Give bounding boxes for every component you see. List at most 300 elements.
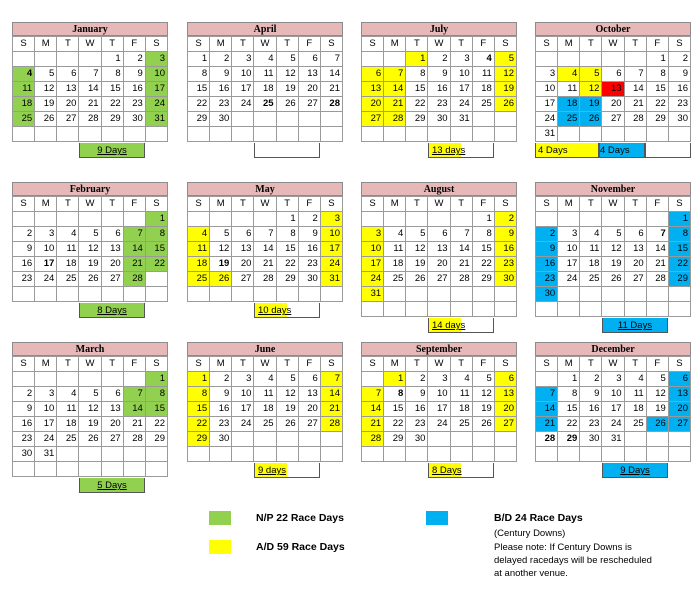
empty-cell — [450, 287, 472, 302]
day-cell: 27 — [362, 112, 384, 127]
weekday-header: M — [35, 197, 57, 212]
empty-cell — [602, 447, 624, 462]
empty-cell — [472, 447, 494, 462]
empty-cell — [406, 127, 428, 142]
day-cell: 26 — [580, 112, 602, 127]
weekday-header: S — [320, 357, 342, 372]
day-cell: 23 — [210, 97, 232, 112]
weekday-header: S — [536, 357, 558, 372]
day-cell: 18 — [472, 82, 494, 97]
empty-cell — [79, 447, 101, 462]
weekday-header: S — [362, 37, 384, 52]
day-cell: 2 — [580, 372, 602, 387]
month-title: March — [12, 342, 168, 356]
weekday-header: F — [298, 357, 320, 372]
empty-cell — [494, 112, 516, 127]
day-cell: 3 — [232, 372, 254, 387]
weekday-header: W — [602, 197, 624, 212]
day-cell: 20 — [602, 97, 624, 112]
day-cell: 8 — [188, 387, 210, 402]
day-cell: 21 — [254, 257, 276, 272]
day-cell: 11 — [384, 242, 406, 257]
day-cell: 30 — [536, 287, 558, 302]
day-cell: 27 — [624, 272, 646, 287]
day-cell: 19 — [210, 257, 232, 272]
day-cell: 24 — [320, 257, 342, 272]
weekday-header: T — [232, 357, 254, 372]
day-cell: 17 — [145, 82, 167, 97]
day-cell: 29 — [472, 272, 494, 287]
day-cell: 28 — [79, 112, 101, 127]
empty-cell — [602, 302, 624, 317]
day-cell: 19 — [472, 402, 494, 417]
day-cell: 28 — [362, 432, 384, 447]
day-cell: 26 — [210, 272, 232, 287]
weekday-header: F — [646, 197, 668, 212]
day-cell: 16 — [13, 417, 35, 432]
empty-cell — [624, 432, 646, 447]
day-cell: 12 — [494, 67, 516, 82]
day-cell: 16 — [406, 402, 428, 417]
empty-cell — [646, 432, 668, 447]
weekday-header: S — [320, 37, 342, 52]
empty-cell — [406, 302, 428, 317]
month-title: August — [361, 182, 517, 196]
day-cell: 18 — [254, 82, 276, 97]
empty-cell — [624, 287, 646, 302]
day-cell: 25 — [254, 97, 276, 112]
day-cell: 19 — [494, 82, 516, 97]
day-cell: 18 — [57, 417, 79, 432]
empty-cell — [580, 302, 602, 317]
weekday-header: S — [536, 37, 558, 52]
empty-cell — [101, 212, 123, 227]
month-title: February — [12, 182, 168, 196]
day-cell: 27 — [602, 112, 624, 127]
empty-cell — [276, 127, 298, 142]
day-cell: 25 — [472, 97, 494, 112]
day-cell: 27 — [668, 417, 690, 432]
day-cell: 20 — [362, 97, 384, 112]
day-cell: 25 — [580, 272, 602, 287]
empty-cell — [362, 447, 384, 462]
day-cell: 30 — [210, 432, 232, 447]
day-cell: 28 — [254, 272, 276, 287]
day-cell: 7 — [384, 67, 406, 82]
day-cell: 16 — [668, 82, 690, 97]
day-cell: 23 — [580, 417, 602, 432]
race-days-summary: 13 days — [428, 143, 494, 158]
day-cell: 20 — [101, 417, 123, 432]
day-cell: 6 — [668, 372, 690, 387]
day-cell: 13 — [101, 402, 123, 417]
day-cell: 8 — [472, 227, 494, 242]
day-cell: 16 — [210, 82, 232, 97]
day-cell: 23 — [13, 432, 35, 447]
empty-cell — [35, 287, 57, 302]
weekday-header: W — [428, 37, 450, 52]
empty-cell — [123, 372, 145, 387]
day-cell: 21 — [123, 257, 145, 272]
weekday-header: T — [406, 197, 428, 212]
empty-cell — [254, 432, 276, 447]
day-cell: 12 — [472, 387, 494, 402]
day-cell: 28 — [123, 432, 145, 447]
day-cell: 15 — [406, 82, 428, 97]
day-cell: 23 — [536, 272, 558, 287]
empty-cell — [232, 432, 254, 447]
weekday-header: M — [384, 357, 406, 372]
empty-cell — [254, 447, 276, 462]
day-cell: 9 — [123, 67, 145, 82]
day-cell: 23 — [123, 97, 145, 112]
empty-cell — [13, 52, 35, 67]
day-cell: 9 — [13, 242, 35, 257]
month-october — [535, 22, 691, 159]
day-cell: 26 — [646, 417, 668, 432]
weekday-header: S — [188, 197, 210, 212]
empty-cell — [558, 302, 580, 317]
empty-cell — [362, 212, 384, 227]
empty-cell — [450, 127, 472, 142]
legend-note-line-2: delayed racedays will be rescheduled — [494, 555, 652, 566]
weekday-header: T — [406, 37, 428, 52]
month-november — [535, 182, 691, 334]
day-cell: 25 — [254, 417, 276, 432]
day-cell: 10 — [320, 227, 342, 242]
empty-cell — [384, 52, 406, 67]
month-january — [12, 22, 168, 159]
empty-cell — [428, 432, 450, 447]
month-grid — [535, 356, 691, 462]
day-cell: 14 — [450, 242, 472, 257]
legend-ad-label: A/D 59 Race Days — [256, 541, 345, 553]
weekday-header: S — [668, 357, 690, 372]
day-cell: 30 — [210, 112, 232, 127]
day-cell: 31 — [362, 287, 384, 302]
weekday-header: S — [536, 197, 558, 212]
day-cell: 10 — [602, 387, 624, 402]
day-cell: 6 — [232, 227, 254, 242]
day-cell: 5 — [210, 227, 232, 242]
day-cell: 31 — [145, 112, 167, 127]
day-cell: 13 — [668, 387, 690, 402]
empty-cell — [558, 287, 580, 302]
day-cell: 17 — [450, 82, 472, 97]
day-cell: 1 — [101, 52, 123, 67]
empty-cell — [210, 287, 232, 302]
day-cell: 14 — [79, 82, 101, 97]
day-cell: 23 — [668, 97, 690, 112]
day-cell: 26 — [494, 97, 516, 112]
day-cell: 15 — [145, 402, 167, 417]
day-cell: 8 — [188, 67, 210, 82]
day-cell: 21 — [79, 97, 101, 112]
day-cell: 5 — [35, 67, 57, 82]
empty-cell — [428, 302, 450, 317]
day-cell: 22 — [276, 257, 298, 272]
day-cell: 11 — [558, 82, 580, 97]
weekday-header: S — [145, 357, 167, 372]
day-cell: 13 — [428, 242, 450, 257]
empty-cell — [646, 302, 668, 317]
day-cell: 14 — [536, 402, 558, 417]
weekday-header: S — [362, 357, 384, 372]
legend-note-line-1: Please note: If Century Downs is — [494, 542, 632, 553]
day-cell: 4 — [254, 52, 276, 67]
day-cell: 1 — [472, 212, 494, 227]
day-cell: 24 — [362, 272, 384, 287]
day-cell: 25 — [188, 272, 210, 287]
day-cell: 23 — [428, 97, 450, 112]
day-cell: 2 — [298, 212, 320, 227]
day-cell: 27 — [232, 272, 254, 287]
day-cell: 24 — [35, 432, 57, 447]
day-cell: 1 — [145, 212, 167, 227]
day-cell: 9 — [668, 67, 690, 82]
weekday-header: F — [123, 357, 145, 372]
empty-cell — [602, 287, 624, 302]
day-cell: 28 — [624, 112, 646, 127]
empty-cell — [298, 447, 320, 462]
race-days-summary: 8 Days — [428, 463, 494, 478]
month-grid — [187, 36, 343, 142]
day-cell: 29 — [188, 432, 210, 447]
empty-cell — [558, 52, 580, 67]
day-cell: 13 — [602, 82, 624, 97]
day-cell: 11 — [57, 402, 79, 417]
day-cell: 9 — [210, 67, 232, 82]
day-cell: 11 — [13, 82, 35, 97]
empty-cell — [145, 127, 167, 142]
empty-cell — [101, 462, 123, 477]
day-cell: 26 — [35, 112, 57, 127]
legend-np-swatch — [209, 511, 231, 525]
day-cell: 29 — [188, 112, 210, 127]
empty-cell — [13, 372, 35, 387]
empty-cell — [79, 127, 101, 142]
day-cell: 21 — [536, 417, 558, 432]
weekday-header: S — [13, 357, 35, 372]
empty-cell — [428, 127, 450, 142]
day-cell: 11 — [254, 387, 276, 402]
empty-cell — [558, 447, 580, 462]
day-cell: 28 — [450, 272, 472, 287]
day-cell: 8 — [101, 67, 123, 82]
day-cell: 18 — [188, 257, 210, 272]
month-grid — [361, 36, 517, 142]
day-cell: 10 — [35, 242, 57, 257]
weekday-header: S — [668, 197, 690, 212]
weekday-header: W — [428, 357, 450, 372]
legend-ad-swatch — [209, 540, 231, 554]
empty-cell — [450, 212, 472, 227]
day-cell: 7 — [123, 387, 145, 402]
race-days-summary: 8 Days — [79, 303, 145, 318]
day-cell: 17 — [232, 82, 254, 97]
day-cell: 8 — [558, 387, 580, 402]
day-cell: 4 — [450, 372, 472, 387]
day-cell: 10 — [558, 242, 580, 257]
day-cell: 30 — [494, 272, 516, 287]
day-cell: 12 — [580, 82, 602, 97]
day-cell: 2 — [668, 52, 690, 67]
day-cell: 31 — [450, 112, 472, 127]
empty-cell — [602, 52, 624, 67]
day-cell: 19 — [580, 97, 602, 112]
empty-cell — [232, 447, 254, 462]
weekday-header: T — [450, 197, 472, 212]
day-cell: 20 — [298, 402, 320, 417]
empty-cell — [580, 447, 602, 462]
weekday-header: T — [580, 37, 602, 52]
weekday-header: T — [450, 357, 472, 372]
day-cell: 21 — [320, 82, 342, 97]
day-cell: 24 — [536, 112, 558, 127]
day-cell: 9 — [298, 227, 320, 242]
empty-cell — [494, 432, 516, 447]
day-cell: 3 — [320, 212, 342, 227]
empty-cell — [384, 287, 406, 302]
month-august — [361, 182, 517, 334]
empty-cell — [646, 127, 668, 142]
weekday-header: M — [558, 37, 580, 52]
month-title: May — [187, 182, 343, 196]
day-cell: 7 — [123, 227, 145, 242]
day-cell: 9 — [406, 387, 428, 402]
day-cell: 28 — [646, 272, 668, 287]
month-title: January — [12, 22, 168, 36]
day-cell: 29 — [101, 112, 123, 127]
day-cell: 5 — [602, 227, 624, 242]
empty-cell — [57, 447, 79, 462]
weekday-header: T — [276, 197, 298, 212]
day-cell: 27 — [298, 97, 320, 112]
day-cell: 19 — [35, 97, 57, 112]
day-cell: 20 — [57, 97, 79, 112]
day-cell: 22 — [646, 97, 668, 112]
day-cell: 1 — [188, 372, 210, 387]
day-cell: 6 — [362, 67, 384, 82]
day-cell: 2 — [123, 52, 145, 67]
empty-cell — [472, 112, 494, 127]
day-cell: 2 — [210, 372, 232, 387]
day-cell: 3 — [558, 227, 580, 242]
day-cell: 7 — [536, 387, 558, 402]
empty-cell — [494, 302, 516, 317]
day-cell: 12 — [35, 82, 57, 97]
weekday-header: T — [57, 37, 79, 52]
day-cell: 23 — [494, 257, 516, 272]
day-cell: 3 — [232, 52, 254, 67]
day-cell: 7 — [624, 67, 646, 82]
day-cell: 7 — [362, 387, 384, 402]
month-grid — [361, 356, 517, 462]
day-cell: 13 — [232, 242, 254, 257]
empty-cell — [13, 462, 35, 477]
empty-cell — [384, 302, 406, 317]
empty-cell — [13, 127, 35, 142]
empty-cell — [602, 212, 624, 227]
day-cell: 20 — [668, 402, 690, 417]
day-cell: 17 — [602, 402, 624, 417]
month-grid — [187, 196, 343, 302]
day-cell: 29 — [668, 272, 690, 287]
race-days-summary: 9 days — [254, 463, 320, 478]
day-cell: 14 — [320, 387, 342, 402]
weekday-header: S — [145, 37, 167, 52]
weekday-header: T — [101, 197, 123, 212]
month-title: June — [187, 342, 343, 356]
month-grid — [535, 36, 691, 142]
day-cell: 22 — [145, 417, 167, 432]
day-cell: 23 — [210, 417, 232, 432]
day-cell: 10 — [232, 67, 254, 82]
race-days-summary-empty — [645, 143, 691, 158]
empty-cell — [232, 112, 254, 127]
month-february — [12, 182, 168, 319]
empty-cell — [406, 447, 428, 462]
day-cell: 13 — [57, 82, 79, 97]
day-cell: 9 — [494, 227, 516, 242]
day-cell: 18 — [450, 402, 472, 417]
day-cell: 13 — [101, 242, 123, 257]
day-cell: 13 — [494, 387, 516, 402]
day-cell: 12 — [406, 242, 428, 257]
empty-cell — [320, 112, 342, 127]
weekday-header: W — [79, 37, 101, 52]
day-cell: 16 — [580, 402, 602, 417]
weekday-header: W — [79, 357, 101, 372]
day-cell: 9 — [580, 387, 602, 402]
day-cell: 24 — [602, 417, 624, 432]
month-may — [187, 182, 343, 319]
weekday-header: W — [602, 37, 624, 52]
month-grid — [12, 36, 168, 142]
day-cell: 4 — [188, 227, 210, 242]
empty-cell — [536, 52, 558, 67]
empty-cell — [362, 52, 384, 67]
empty-cell — [536, 212, 558, 227]
day-cell: 15 — [145, 242, 167, 257]
day-cell: 12 — [79, 402, 101, 417]
day-cell: 15 — [646, 82, 668, 97]
day-cell: 21 — [450, 257, 472, 272]
weekday-header: T — [450, 37, 472, 52]
day-cell: 5 — [646, 372, 668, 387]
weekday-header: S — [494, 37, 516, 52]
empty-cell — [472, 302, 494, 317]
day-cell: 26 — [79, 272, 101, 287]
day-cell: 24 — [35, 272, 57, 287]
weekday-header: T — [57, 357, 79, 372]
weekday-header: W — [254, 357, 276, 372]
weekday-header: F — [646, 37, 668, 52]
empty-cell — [101, 447, 123, 462]
day-cell: 2 — [536, 227, 558, 242]
day-cell: 16 — [536, 257, 558, 272]
day-cell: 12 — [276, 387, 298, 402]
day-cell: 17 — [428, 402, 450, 417]
empty-cell — [35, 212, 57, 227]
day-cell: 14 — [123, 242, 145, 257]
empty-cell — [298, 287, 320, 302]
empty-cell — [536, 302, 558, 317]
race-days-summary: 14 days — [428, 318, 494, 333]
day-cell: 18 — [580, 257, 602, 272]
day-cell: 4 — [254, 372, 276, 387]
empty-cell — [320, 287, 342, 302]
